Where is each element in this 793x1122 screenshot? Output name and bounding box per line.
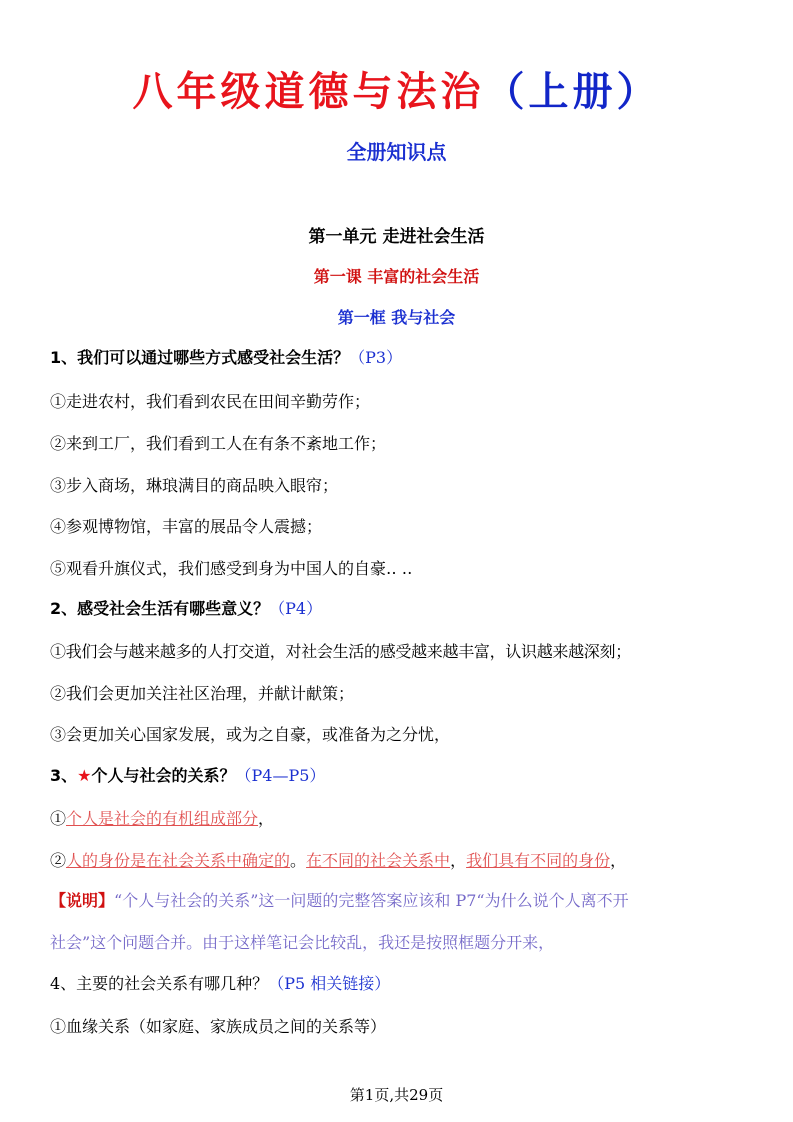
question-3	[50, 764, 750, 788]
question-1-text: 1、我们可以通过哪些方式感受社会生活？	[50, 348, 350, 367]
q2-item-1: ①我们会与越来越多的人打交道，对社会生活的感受越来越丰富，认识越来越深刻；	[50, 642, 631, 661]
note-text-1: “个人与社会的关系”这一问题的完整答案应该和 P7“为什么说个人离不开	[114, 891, 629, 910]
q3-item-2-mark: ②	[50, 851, 67, 870]
q3-item-2-part-a: 人的身份是在社会关系中确定的	[66, 851, 291, 870]
q1-item-2: ②来到工厂，我们看到工人在有条不紊地工作；	[50, 434, 387, 453]
note-tag: 【说明】	[50, 891, 115, 910]
star-icon: ★	[77, 766, 92, 785]
question-4-ref: （P5 相关链接）	[268, 974, 391, 993]
title-main: 八年级道德与法治	[132, 69, 485, 115]
frame-heading: 第一框 我与社会	[337, 308, 456, 327]
question-1	[50, 346, 750, 370]
question-1-ref: （P3）	[349, 348, 403, 367]
q1-item-4: ④参观博物馆，丰富的展品令人震撼；	[50, 517, 323, 536]
question-2	[50, 597, 750, 621]
question-3-text: 个人与社会的关系？	[91, 766, 236, 785]
q3-item-1-text: 个人是社会的有机组成部分	[66, 809, 259, 828]
question-4-text: 4、主要的社会关系有哪几种？	[50, 974, 269, 993]
q4-item-1: ①血缘关系（如家庭、家族成员之间的关系等）	[50, 1017, 387, 1036]
q1-item-1: ①走进农村，我们看到农民在田间辛勤劳作；	[50, 392, 371, 411]
question-2-ref: （P4）	[269, 599, 323, 618]
question-3-ref: （P4—P5）	[235, 766, 326, 785]
q1-item-3: ③步入商场，琳琅满目的商品映入眼帘；	[50, 476, 339, 495]
document-subtitle: 全册知识点	[346, 140, 447, 164]
q3-item-2	[50, 849, 750, 873]
q2-item-2: ②我们会更加关注社区治理，并献计献策；	[50, 684, 355, 703]
page-footer: 第1页,共29页	[349, 1086, 444, 1104]
title-volume: （上册）	[484, 69, 661, 115]
question-4	[50, 972, 750, 996]
q1-item-5: ⑤观看升旗仪式，我们感受到身为中国人的自豪‥ ‥	[50, 559, 413, 578]
q3-item-1	[50, 807, 750, 831]
q3-item-2-sep: 。	[290, 851, 307, 870]
question-2-text: 2、感受社会生活有哪些意义？	[50, 599, 270, 618]
q3-item-2-part-b: 在不同的社会关系中	[306, 851, 451, 870]
document-title	[0, 62, 793, 122]
note-line-1	[50, 889, 750, 913]
q2-item-3: ③会更加关心国家发展，或为之自豪，或准备为之分忧，	[50, 725, 451, 744]
q3-item-2-part-c: 我们具有不同的身份	[466, 851, 611, 870]
q3-item-1-mark: ①	[50, 809, 67, 828]
q3-item-2-comma: ，	[450, 851, 467, 870]
note-text-2: 社会”这个问题合并。由于这样笔记会比较乱，我还是按照框题分开来，	[50, 933, 555, 952]
lesson-heading: 第一课 丰富的社会生活	[313, 267, 480, 286]
q3-item-1-end: ，	[258, 809, 275, 828]
question-3-prefix: 3、	[50, 766, 78, 785]
q3-item-2-end: ，	[610, 851, 627, 870]
unit-heading: 第一单元 走进社会生活	[308, 227, 485, 247]
